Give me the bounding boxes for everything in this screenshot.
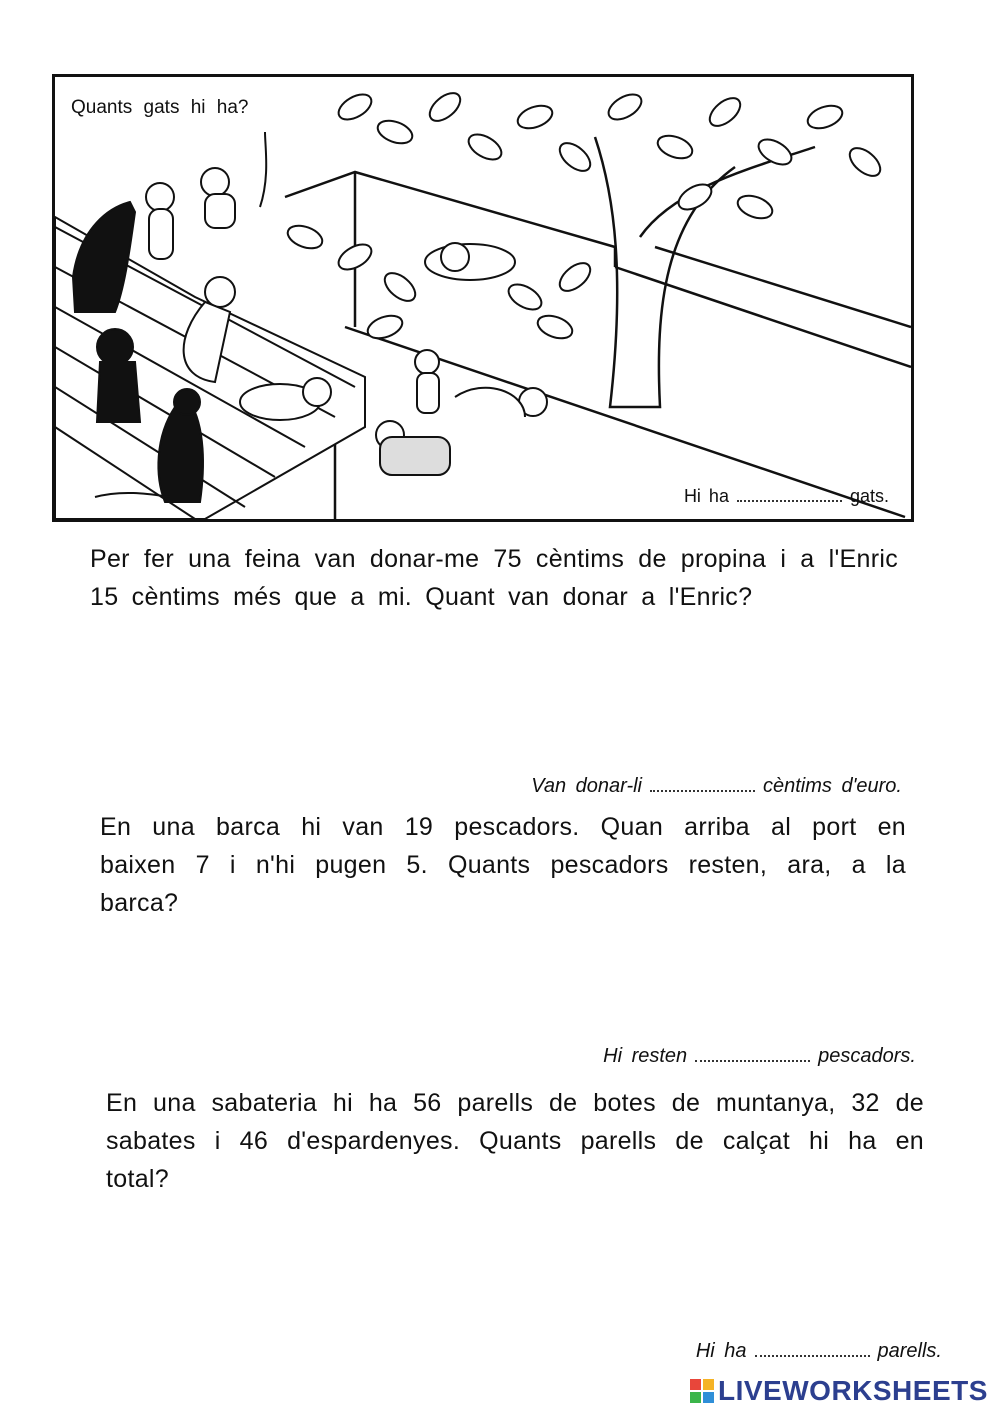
logo-square-blue bbox=[703, 1392, 714, 1403]
logo-square-yellow bbox=[703, 1379, 714, 1390]
problem-3-answer-blank[interactable] bbox=[755, 1354, 870, 1357]
problem-1-answer-suffix: cèntims d'euro. bbox=[763, 775, 902, 797]
problem-3-text: En una sabateria hi ha 56 parells de botes de muntanya, 32 de sabates i 46 d'espardenyes. Quants parells de calçat hi ha en total? bbox=[106, 1089, 924, 1193]
logo-text: LIVEWORKSHEETS bbox=[718, 1375, 988, 1406]
problem-3-answer-prefix: Hi ha bbox=[695, 1340, 747, 1362]
problem-1-text: Per fer una feina van donar-me 75 cèntims de propina i a l'Enric 15 cèntims més que a mi. Quant van donar a l'Enric? bbox=[90, 545, 898, 611]
problem-1-answer bbox=[531, 775, 902, 798]
problem-1-answer-prefix: Van donar-li bbox=[531, 775, 642, 797]
problem-2-answer-blank[interactable] bbox=[695, 1059, 810, 1062]
logo-squares-icon bbox=[690, 1379, 714, 1403]
illustration-answer bbox=[684, 486, 889, 507]
problem-1-answer-blank[interactable] bbox=[650, 789, 755, 792]
problem-2-answer-prefix: Hi resten bbox=[603, 1045, 688, 1067]
cats-rooftop-drawing bbox=[55, 77, 911, 519]
logo-square-red bbox=[690, 1379, 701, 1390]
problem-2-answer-suffix: pescadors. bbox=[818, 1045, 916, 1067]
problem-2-answer bbox=[603, 1045, 916, 1068]
cats-answer-blank[interactable] bbox=[737, 499, 842, 502]
problem-2-text: En una barca hi van 19 pescadors. Quan arriba al port en baixen 7 i n'hi pugen 5. Quants pescadors resten, ara, a la barca? bbox=[100, 813, 906, 917]
illustration-question: Quants gats hi ha? bbox=[71, 97, 249, 118]
logo-square-green bbox=[690, 1392, 701, 1403]
problem-3-answer bbox=[696, 1340, 942, 1363]
liveworksheets-logo bbox=[690, 1376, 988, 1406]
cats-illustration bbox=[52, 74, 914, 522]
illustration-answer-suffix: gats. bbox=[849, 486, 889, 506]
problem-3-answer-suffix: parells. bbox=[877, 1340, 942, 1362]
illustration-answer-prefix: Hi ha bbox=[683, 486, 729, 506]
